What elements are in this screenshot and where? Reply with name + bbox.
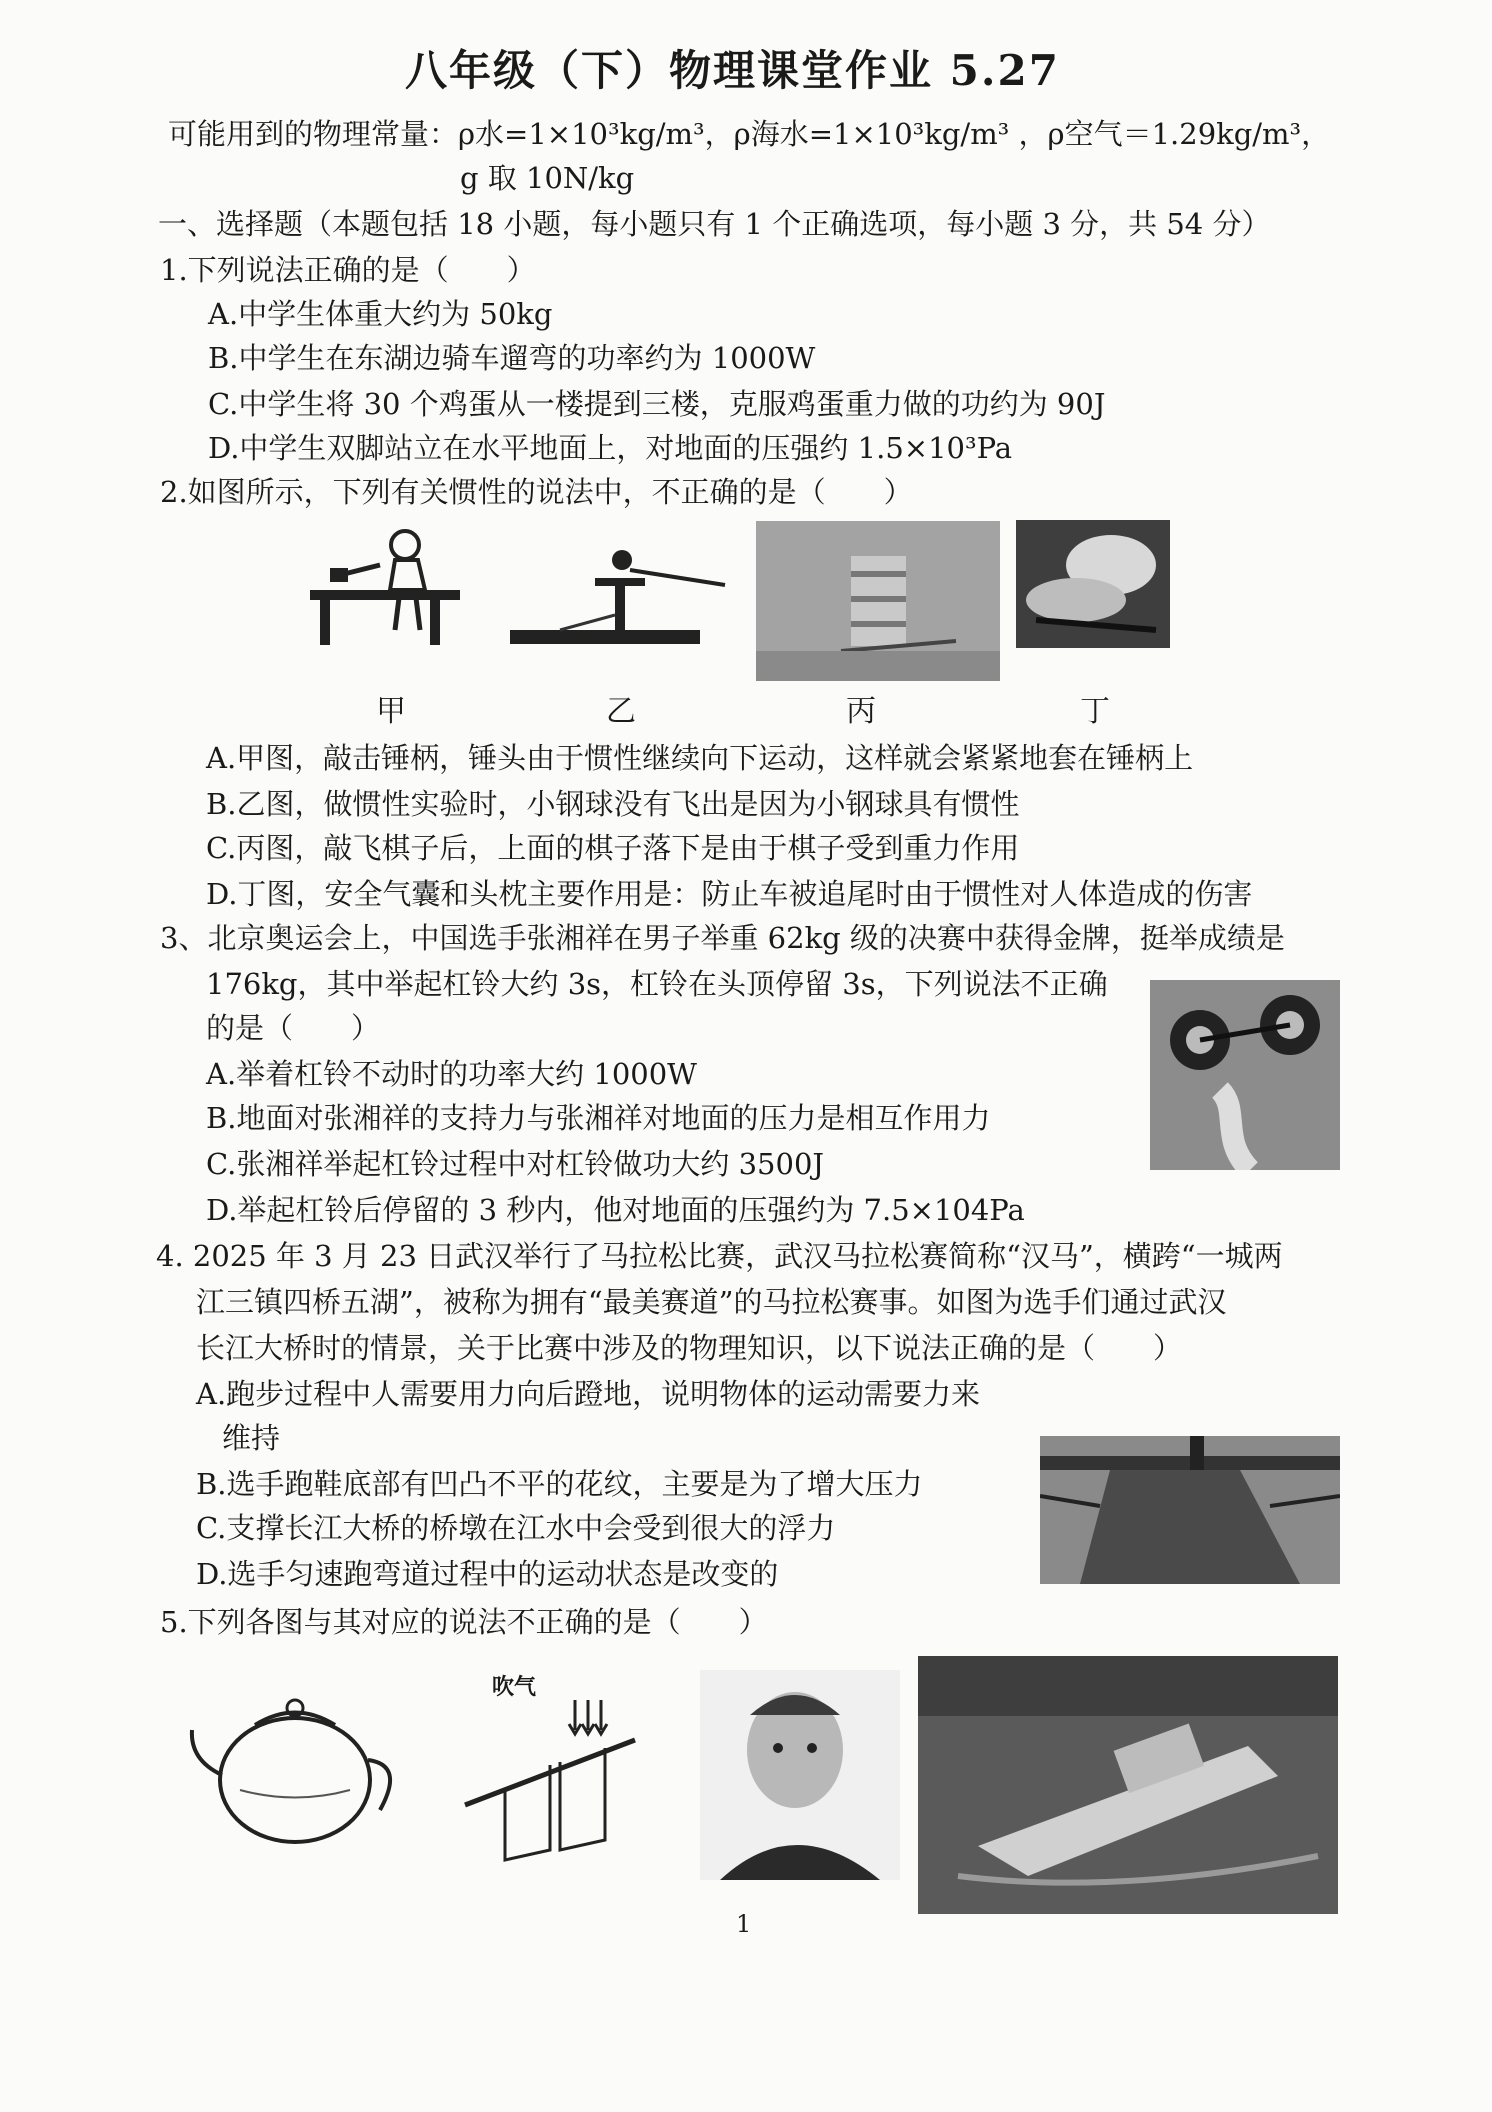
q4-stem-line-1: 4. 2025 年 3 月 23 日武汉举行了马拉松比赛，武汉马拉松赛简称“汉马”，横跨“一城两 (156, 1239, 1283, 1273)
q2-option-a: A.甲图，敲击锤柄，锤头由于惯性继续向下运动，这样就会紧紧地套在锤柄上 (206, 741, 1194, 775)
q1-option-d: D.中学生双脚站立在水平地面上，对地面的压强约 1.5×10³Pa (208, 431, 1013, 465)
q3-option-a: A.举着杠铃不动时的功率大约 1000W (206, 1057, 697, 1091)
figure-ship-photo (918, 1656, 1338, 1914)
page-number: 1 (736, 1910, 752, 1938)
q3-option-c: C.张湘祥举起杠铃过程中对杠铃做功大约 3500J (206, 1147, 825, 1181)
q2-option-b: B.乙图，做惯性实验时，小钢球没有飞出是因为小钢球具有惯性 (206, 787, 1020, 821)
section-heading: 一、选择题（本题包括 18 小题，每小题只有 1 个正确选项，每小题 3 分，共 54 分） (158, 207, 1271, 241)
figure-marathon-bridge-photo (1040, 1436, 1340, 1584)
figure-yi-inertia-ball (500, 530, 730, 660)
q2-option-d: D.丁图，安全气囊和头枕主要作用是：防止车被追尾时由于惯性对人体造成的伤害 (206, 877, 1253, 911)
q3-stem-line-3: 的是（ ） (206, 1011, 381, 1045)
q3-option-b: B.地面对张湘祥的支持力与张湘祥对地面的压力是相互作用力 (206, 1101, 991, 1135)
q3-option-d: D.举起杠铃后停留的 3 秒内，他对地面的压强约为 7.5×104Pa (206, 1193, 1025, 1227)
q4-stem-line-2: 江三镇四桥五湖”，被称为拥有“最美赛道”的马拉松赛事。如图为选手们通过武汉 (196, 1285, 1227, 1319)
constants-line-2: g 取 10N/kg (460, 161, 635, 195)
q1-option-a: A.中学生体重大约为 50kg (208, 297, 553, 331)
q4-option-d: D.选手匀速跑弯道过程中的运动状态是改变的 (196, 1557, 779, 1591)
figure-label-ding: 丁 (1080, 694, 1110, 729)
figure-boy-photo (700, 1670, 900, 1880)
figure-jia-hammer-bench (300, 520, 480, 660)
figure-label-yi: 乙 (606, 694, 636, 729)
q3-stem-line-1: 3、北京奥运会上，中国选手张湘祥在男子举重 62kg 级的决赛中获得金牌，挺举成绩是 (160, 921, 1285, 955)
q1-stem: 1.下列说法正确的是（ ） (160, 253, 536, 287)
q4-option-b: B.选手跑鞋底部有凹凸不平的花纹，主要是为了增大压力 (196, 1467, 923, 1501)
q3-stem-line-2: 176kg，其中举起杠铃大约 3s，杠铃在头顶停留 3s，下列说法不正确 (206, 967, 1108, 1001)
figure-paper-blow-air (455, 1690, 655, 1870)
figure-bing-chess-pieces-photo (756, 521, 1000, 681)
q4-option-a-line-1: A.跑步过程中人需要用力向后蹬地，说明物体的运动需要力来 (196, 1377, 981, 1411)
q2-stem: 2.如图所示，下列有关惯性的说法中，不正确的是（ ） (160, 475, 913, 509)
q1-option-b: B.中学生在东湖边骑车遛弯的功率约为 1000W (208, 341, 816, 375)
figure-blow-air-label: 吹气 (492, 1674, 537, 1700)
figure-label-bing: 丙 (846, 694, 876, 729)
q2-option-c: C.丙图，敲飞棋子后，上面的棋子落下是由于棋子受到重力作用 (206, 831, 1020, 865)
q1-option-c: C.中学生将 30 个鸡蛋从一楼提到三楼，克服鸡蛋重力做的功约为 90J (208, 387, 1106, 421)
constants-line-1: 可能用到的物理常量：ρ水=1×10³kg/m³，ρ海水=1×10³kg/m³ ，ρ空气＝1.29kg/m³， (168, 117, 1331, 151)
figure-ding-airbag-photo (1016, 520, 1170, 648)
figure-weightlifter-photo (1150, 980, 1340, 1170)
q4-option-a-line-2: 维持 (222, 1421, 281, 1455)
q4-stem-line-3: 长江大桥时的情景，关于比赛中涉及的物理知识，以下说法正确的是（ ） (196, 1331, 1183, 1365)
figure-label-jia: 甲 (376, 694, 406, 729)
q5-stem: 5.下列各图与其对应的说法不正确的是（ ） (160, 1605, 768, 1639)
figure-teapot (180, 1680, 410, 1860)
q4-option-c: C.支撑长江大桥的桥墩在江水中会受到很大的浮力 (196, 1511, 836, 1545)
page-title: 八年级（下）物理课堂作业 5.27 (405, 46, 1060, 95)
